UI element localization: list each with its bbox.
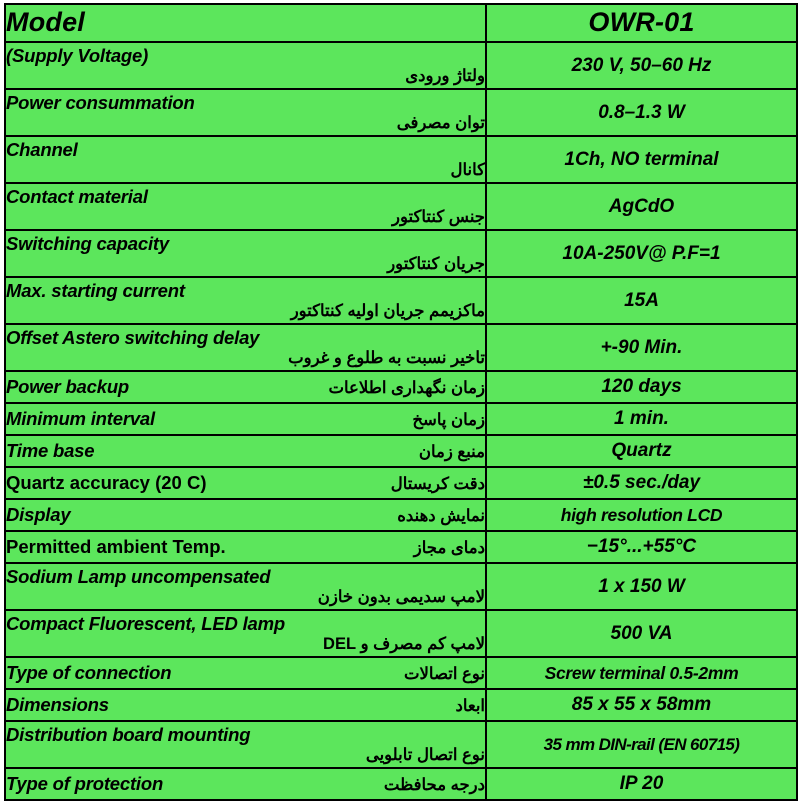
row-label-inline: [6, 408, 485, 430]
row-label-cell: [5, 324, 486, 371]
row-label-fa: زمان نگهداری اطلاعات: [328, 378, 485, 397]
row-label-en: Display: [6, 503, 71, 525]
row-label-inline: [6, 440, 485, 462]
row-label-cell: [5, 89, 486, 136]
row-value-cell: Quartz: [486, 435, 797, 467]
row-label-fa: نمایش دهنده: [397, 506, 485, 525]
row-label-cell: [5, 689, 486, 721]
row-label-fa: لامپ سدیمی بدون خازن: [317, 587, 485, 606]
row-label-fa: نوع اتصال تابلویی: [365, 745, 485, 764]
row-label-inline: [6, 504, 485, 526]
table-row: [5, 136, 797, 183]
row-label-cell: [5, 435, 486, 467]
row-label-inline: [6, 694, 485, 716]
row-value-cell: ±0.5 sec./day: [486, 467, 797, 499]
row-label-fa: تاخیر نسبت به طلوع و غروب: [288, 348, 485, 367]
row-label-fa: کانال: [450, 160, 485, 179]
row-label-cell: [5, 721, 486, 768]
table-row: [5, 499, 797, 531]
row-value-cell: AgCdO: [486, 183, 797, 230]
table-row: [5, 89, 797, 136]
row-label-en: Contact material: [6, 185, 148, 207]
row-value-cell: 230 V, 50–60 Hz: [486, 42, 797, 89]
row-value-cell: 120 days: [486, 371, 797, 403]
row-label-en: Compact Fluorescent, LED lamp: [6, 612, 285, 634]
table-row: [5, 657, 797, 689]
row-label-inline: [6, 662, 485, 684]
row-label-cell: [5, 183, 486, 230]
table-row: [5, 721, 797, 768]
row-label-inline: [6, 376, 485, 398]
row-label-en: Type of connection: [6, 661, 172, 683]
row-label-cell: [5, 371, 486, 403]
row-label-fa: دمای مجاز: [413, 538, 485, 557]
row-value-cell: 0.8–1.3 W: [486, 89, 797, 136]
row-label-en: Time base: [6, 439, 95, 461]
row-label-en: Distribution board mounting: [6, 723, 251, 745]
row-label-fa: درجه محافظت: [383, 775, 485, 794]
row-label-cell: [5, 403, 486, 435]
table-row: [5, 183, 797, 230]
row-label-en: Power consummation: [6, 91, 195, 113]
row-label-en: (Supply Voltage): [6, 44, 149, 66]
row-label-cell: [5, 467, 486, 499]
table-row: [5, 531, 797, 563]
row-value-cell: 1 x 150 W: [486, 563, 797, 610]
row-label-cell: [5, 499, 486, 531]
row-label-fa: ولتاژ ورودی: [405, 66, 485, 85]
table-header-row: [5, 4, 797, 42]
row-value-cell: IP 20: [486, 768, 797, 800]
table-row: [5, 277, 797, 324]
row-label-cell: [5, 42, 486, 89]
row-label-fa: زمان پاسخ: [412, 410, 485, 429]
table-row: [5, 467, 797, 499]
row-value-cell: 10A-250V@ P.F=1: [486, 230, 797, 277]
row-label-en: Sodium Lamp uncompensated: [6, 565, 271, 587]
row-label-inline: [6, 773, 485, 795]
row-label-en: Channel: [6, 138, 78, 160]
row-value-cell: Screw terminal 0.5-2mm: [486, 657, 797, 689]
table-row: [5, 768, 797, 800]
table-row: [5, 689, 797, 721]
row-value-cell: 1Ch, NO terminal: [486, 136, 797, 183]
row-label-en: Minimum interval: [6, 407, 155, 429]
header-label-cell: [5, 4, 486, 42]
row-value-cell: 1 min.: [486, 403, 797, 435]
row-label-cell: [5, 768, 486, 800]
row-label-en: Offset Astero switching delay: [6, 326, 260, 348]
row-value-cell: 85 x 55 x 58mm: [486, 689, 797, 721]
table-row: [5, 563, 797, 610]
row-label-cell: [5, 610, 486, 657]
row-value-cell: 500 VA: [486, 610, 797, 657]
row-label-en: Permitted ambient Temp.: [6, 535, 226, 557]
row-value-cell: +-90 Min.: [486, 324, 797, 371]
table-row: [5, 324, 797, 371]
row-label-fa: منبع زمان: [418, 442, 485, 461]
row-label-en: Max. starting current: [6, 279, 185, 301]
table-row: [5, 610, 797, 657]
row-label-en: Dimensions: [6, 693, 109, 715]
row-value-cell: 15A: [486, 277, 797, 324]
row-label-fa: نوع اتصالات: [403, 664, 485, 683]
header-value-cell: OWR-01: [486, 4, 797, 42]
row-value-cell: high resolution LCD: [486, 499, 797, 531]
row-value-cell: 35 mm DIN-rail (EN 60715): [486, 721, 797, 768]
row-label-cell: [5, 531, 486, 563]
row-label-en: Switching capacity: [6, 232, 169, 254]
row-label-fa: دقت کریستال: [390, 474, 485, 493]
header-label-en: Model: [6, 7, 85, 38]
row-label-cell: [5, 563, 486, 610]
row-label-en: Quartz accuracy (20 C): [6, 471, 207, 493]
specification-table: [4, 3, 798, 801]
row-label-cell: [5, 136, 486, 183]
table-row: [5, 42, 797, 89]
table-row: [5, 435, 797, 467]
table-row: [5, 230, 797, 277]
row-label-en: Type of protection: [6, 772, 164, 794]
row-label-fa: ماکزیمم جریان اولیه کنتاکتور: [290, 301, 485, 320]
row-label-fa: جریان کنتاکتور: [387, 254, 485, 273]
row-label-inline: [6, 472, 485, 494]
row-label-fa: ابعاد: [455, 696, 485, 715]
row-label-cell: [5, 277, 486, 324]
table-row: [5, 371, 797, 403]
row-label-fa: لامپ کم مصرف و LED: [323, 634, 485, 653]
row-label-cell: [5, 657, 486, 689]
row-label-fa: توان مصرفی: [396, 113, 485, 132]
row-label-fa: جنس کنتاکتور: [392, 207, 485, 226]
row-value-cell: −15°...+55°C: [486, 531, 797, 563]
row-label-cell: [5, 230, 486, 277]
table-row: [5, 403, 797, 435]
row-label-en: Power backup: [6, 375, 130, 397]
table-body: [5, 4, 797, 800]
row-label-inline: [6, 536, 485, 558]
